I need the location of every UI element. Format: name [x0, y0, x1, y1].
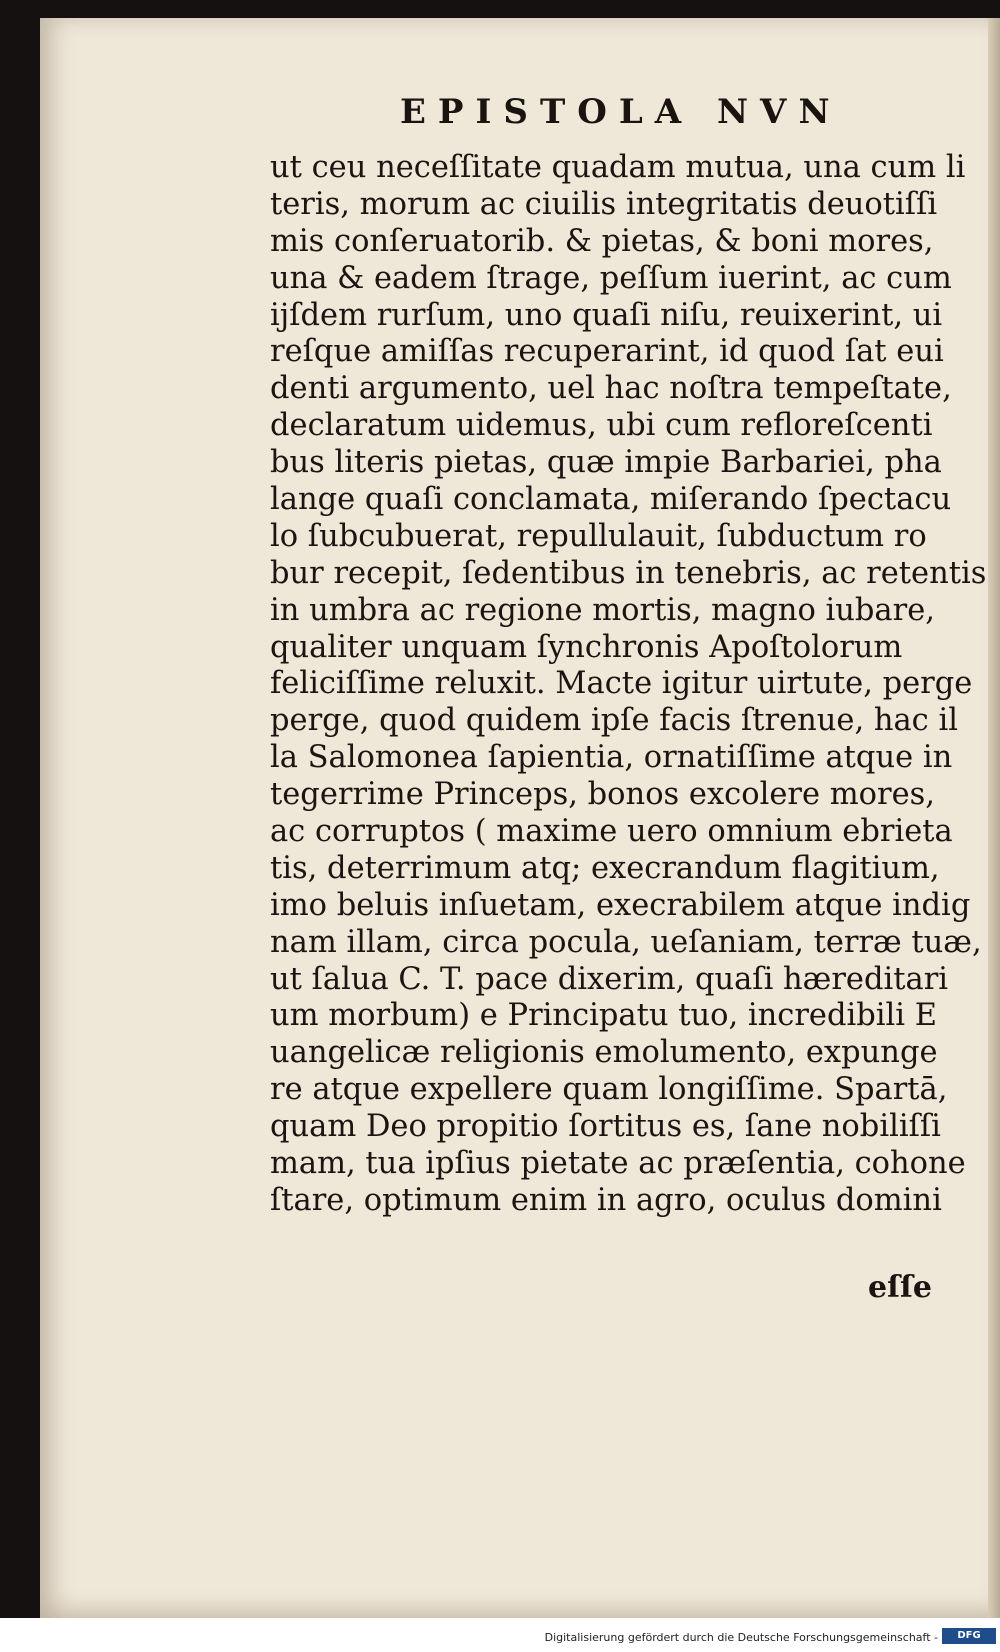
text-line: feliciſſime reluxit. Macte igitur uirtute, perge — [270, 666, 973, 702]
text-line: ijſdem rurſum, uno quaſi niſu, reuixerint, ui — [270, 297, 943, 333]
text-line: lange quaſi conclamata, miſerando ſpectacu — [270, 482, 952, 518]
text-line: nam illam, circa pocula, ueſaniam, terræ tuæ, — [270, 924, 982, 960]
text-line: mam, tua ipſius pietate ac præſentia, cohone — [270, 1146, 966, 1182]
text-line: mis conſeruatorib. & pietas, & boni mores, — [270, 223, 934, 259]
page-edge — [988, 18, 1000, 1618]
text-line: bus literis pietas, quæ impie Barbariei, pha — [270, 445, 942, 481]
text-line: denti argumento, uel hac noſtra tempeſtate, — [270, 371, 952, 407]
text-line: imo beluis inſuetam, execrabilem atque indig — [270, 887, 971, 923]
text-line: um morbum) e Principatu tuo, incredibili E — [270, 998, 937, 1034]
text-line: re atque expellere quam longiſſime. Spartā, — [270, 1072, 948, 1108]
text-line: perge, quod quidem ipſe facis ſtrenue, hac il — [270, 703, 958, 739]
text-line: bur recepit, ſedentibus in tenebris, ac retentis — [270, 555, 987, 591]
text-line: teris, morum ac ciuilis integritatis deuotiſſi — [270, 186, 938, 222]
text-line: una & eadem ſtrage, peſſum iuerint, ac cum — [270, 260, 952, 296]
text-line: uangelicæ religionis emolumento, expunge — [270, 1035, 938, 1071]
text-line: ut ſalua C. T. pace dixerim, quaſi hæreditari — [270, 961, 949, 997]
text-line: tis, deterrimum atq; execrandum flagitium, — [270, 850, 940, 886]
footer-credit: Digitalisierung gefördert durch die Deutsche Forschungsgemeinschaft - — [544, 1631, 938, 1644]
text-line: la Salomonea ſapientia, ornatiſſime atque in — [270, 740, 953, 776]
text-line: in umbra ac regione mortis, magno iubare, — [270, 592, 935, 628]
dfg-logo: DFG — [942, 1628, 996, 1644]
text-line: lo ſubcubuerat, repullulauit, ſubductum ro — [270, 518, 927, 554]
text-line: reſque amiſſas recuperarint, id quod ſat eui — [270, 334, 944, 370]
text-line: ſtare, optimum enim in agro, oculus domini — [270, 1182, 942, 1218]
running-head: EPISTOLA NVN — [400, 92, 842, 132]
body-text — [270, 150, 987, 1220]
text-line: ac corruptos ( maxime uero omnium ebrieta — [270, 814, 953, 850]
text-line: qualiter unquam ſynchronis Apoſtolorum — [270, 629, 903, 665]
text-line: quam Deo propitio ſortitus es, ſane nobiliſſi — [270, 1109, 941, 1145]
catchword: eſſe — [868, 1270, 932, 1305]
text-line: declaratum uidemus, ubi cum refloreſcenti — [270, 408, 933, 444]
text-line: ut ceu neceſſitate quadam mutua, una cum li — [270, 150, 966, 185]
text-line: tegerrime Princeps, bonos excolere mores, — [270, 777, 935, 813]
